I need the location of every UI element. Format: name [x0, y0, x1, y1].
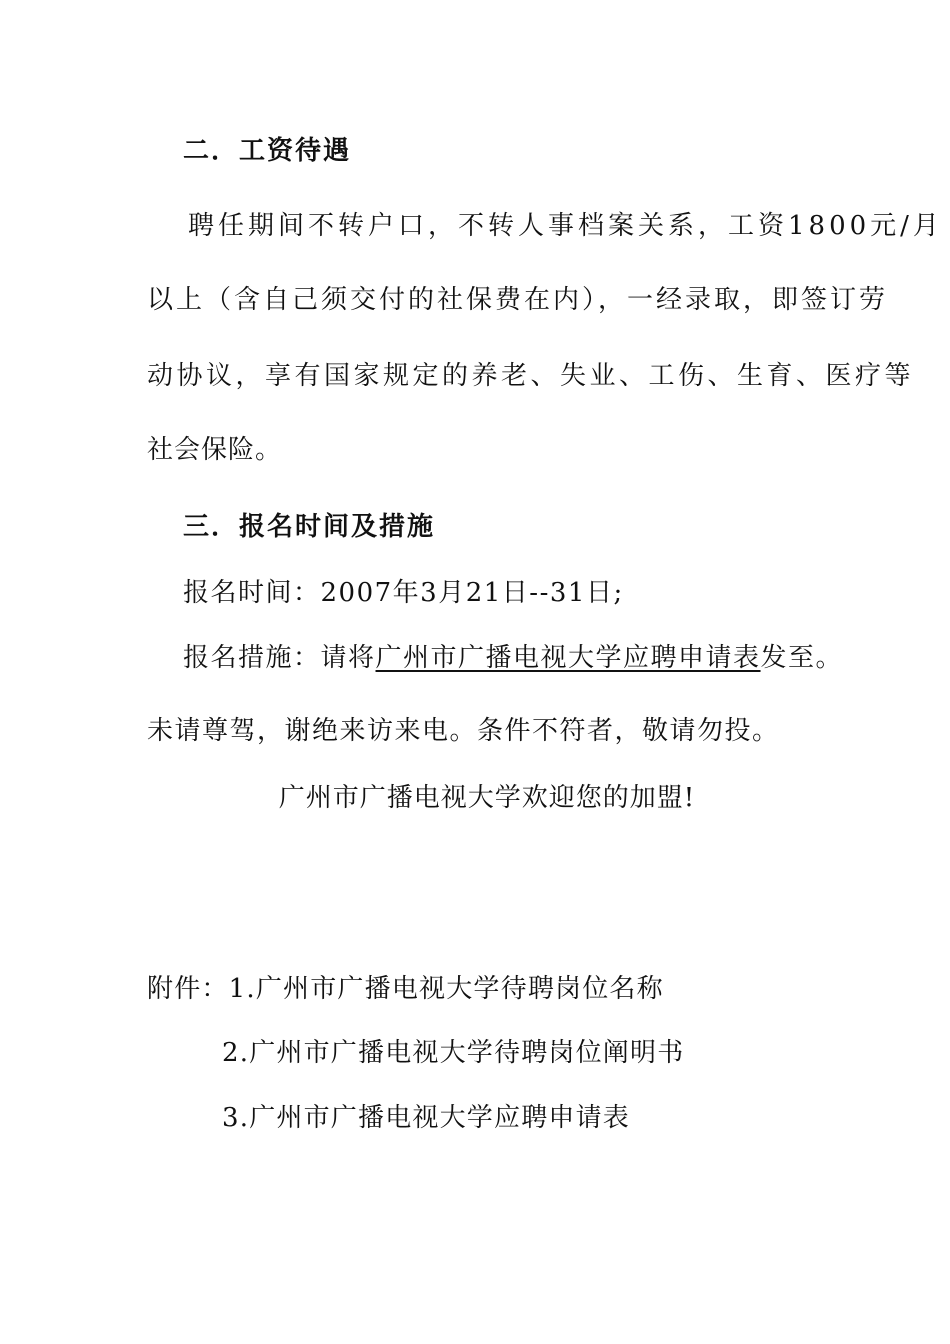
section-heading-salary: 二．工资待遇 [183, 136, 352, 166]
attachment-item-1 [147, 972, 664, 1006]
attachment-item-text: 1.广州市广播电视大学待聘岗位名称 [228, 974, 664, 1004]
section-heading-registration: 三．报名时间及措施 [183, 512, 436, 542]
attachment-item-3: 3.广州市广播电视大学应聘申请表 [222, 1103, 631, 1133]
paragraph-line: 社会保险。 [147, 435, 283, 465]
registration-method [183, 641, 843, 675]
notice-text: 未请尊驾，谢绝来访来电。条件不符者，敬请勿投。 [147, 716, 780, 746]
registration-method-prefix: 报名措施：请将 [183, 643, 376, 673]
paragraph-line: 动协议，享有国家规定的养老、失业、工伤、生育、医疗等 [147, 361, 915, 391]
paragraph-line: 以上（含自己须交付的社保费在内），一经录取，即签订劳 [147, 285, 889, 315]
paragraph-line: 聘任期间不转户口，不转人事档案关系，工资1800元/月 [188, 211, 943, 241]
welcome-text: 广州市广播电视大学欢迎您的加盟! [278, 783, 696, 813]
attachment-item-2: 2.广州市广播电视大学待聘岗位阐明书 [222, 1038, 685, 1068]
attachments-label: 附件： [147, 974, 229, 1004]
application-form-link[interactable]: 广州市广播电视大学应聘申请表 [375, 643, 761, 673]
registration-method-suffix: 发至。 [760, 643, 844, 673]
registration-time: 报名时间：2007年3月21日--31日; [183, 578, 624, 608]
